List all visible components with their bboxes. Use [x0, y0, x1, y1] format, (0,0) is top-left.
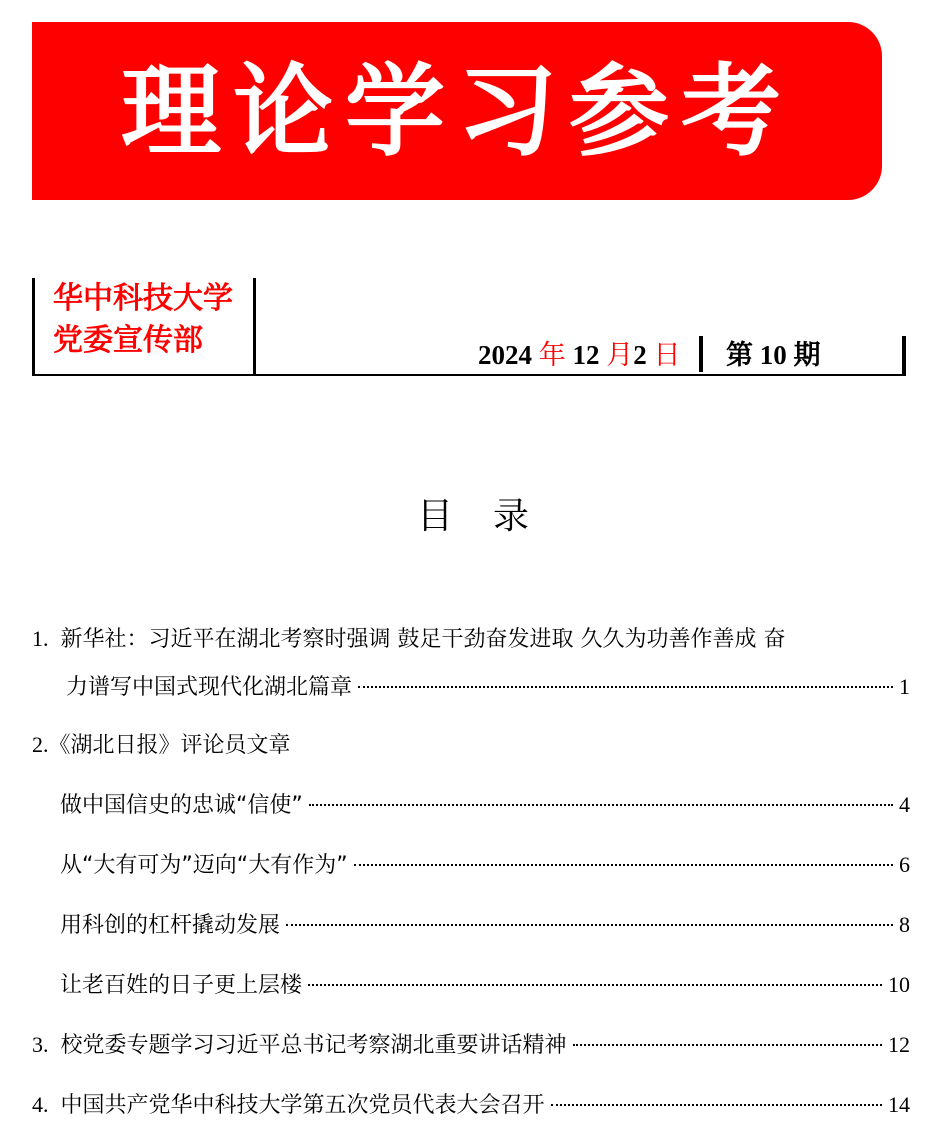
toc-entry-4[interactable] [32, 1088, 910, 1122]
toc-entry-number: 2. [32, 732, 49, 757]
toc-page-number: 1 [899, 674, 910, 699]
date-issue-separator [699, 336, 703, 372]
toc-entry-title: 做中国信史的忠诚“信使” [60, 793, 303, 818]
toc-page-number: 4 [899, 792, 910, 817]
toc-entry-number: 4. [32, 1092, 49, 1117]
year-unit: 年 [538, 340, 566, 371]
issue-year: 2024 [478, 340, 532, 370]
leader-dots [308, 984, 882, 986]
toc-entry-number: 1. [32, 626, 49, 651]
leader-dots [358, 686, 893, 688]
toc-page-number: 12 [888, 1032, 910, 1057]
toc-entry-title: 用科创的杠杆撬动发展 [60, 913, 281, 938]
leader-dots [573, 1044, 882, 1046]
masthead-banner [32, 22, 882, 200]
publisher-name: 华中科技大学 [53, 281, 233, 316]
toc-entry-1-line1[interactable] [32, 622, 910, 656]
toc-entry-title: 新华社：习近平在湖北考察时强调 鼓足干劲奋发进取 久久为功善作善成 奋 [60, 627, 786, 652]
toc-entry-title: 从“大有可为”迈向“大有作为” [60, 853, 348, 878]
issue-day: 2 [633, 340, 647, 370]
issue-number: 第 10 期 [726, 340, 821, 371]
publisher-box [32, 278, 256, 374]
toc-entry-title: 校党委专题学习习近平总书记考察湖北重要讲话精神 [60, 1033, 567, 1058]
toc-entry-3[interactable] [32, 1028, 910, 1062]
toc-entry-title: 中国共产党华中科技大学第五次党员代表大会召开 [60, 1093, 545, 1118]
toc-page-number: 6 [899, 852, 910, 877]
toc-subentry-3[interactable] [60, 908, 910, 942]
toc-entry-title: 《湖北日报》评论员文章 [48, 733, 291, 758]
toc-page-number: 14 [888, 1092, 910, 1117]
day-unit: 日 [653, 340, 681, 371]
publication-title: 理论学习参考 [121, 52, 793, 170]
month-unit: 月 [606, 340, 634, 371]
toc-page-number: 8 [899, 912, 910, 937]
toc-entry-title: 力谱写中国式现代化湖北篇章 [66, 675, 353, 700]
leader-dots [309, 804, 893, 806]
leader-dots [286, 924, 893, 926]
publisher-department: 党委宣传部 [53, 323, 203, 358]
toc-subentry-1[interactable] [60, 788, 910, 822]
toc-entry-title: 让老百姓的日子更上层楼 [60, 973, 303, 998]
toc-page-number: 10 [888, 972, 910, 997]
masthead-info [32, 278, 906, 376]
toc-subentry-2[interactable] [60, 848, 910, 882]
toc-entry-2[interactable] [32, 728, 910, 762]
toc-entry-1-line2[interactable] [66, 670, 910, 704]
toc-subentry-4[interactable] [60, 968, 910, 1002]
toc-heading: 目录 [416, 496, 569, 537]
issue-date-line [478, 336, 821, 374]
issue-end-bar [902, 336, 906, 374]
masthead-rule [32, 374, 906, 376]
issue-month: 12 [572, 340, 600, 370]
leader-dots [354, 864, 893, 866]
toc-entry-number: 3. [32, 1032, 49, 1057]
leader-dots [551, 1104, 882, 1106]
